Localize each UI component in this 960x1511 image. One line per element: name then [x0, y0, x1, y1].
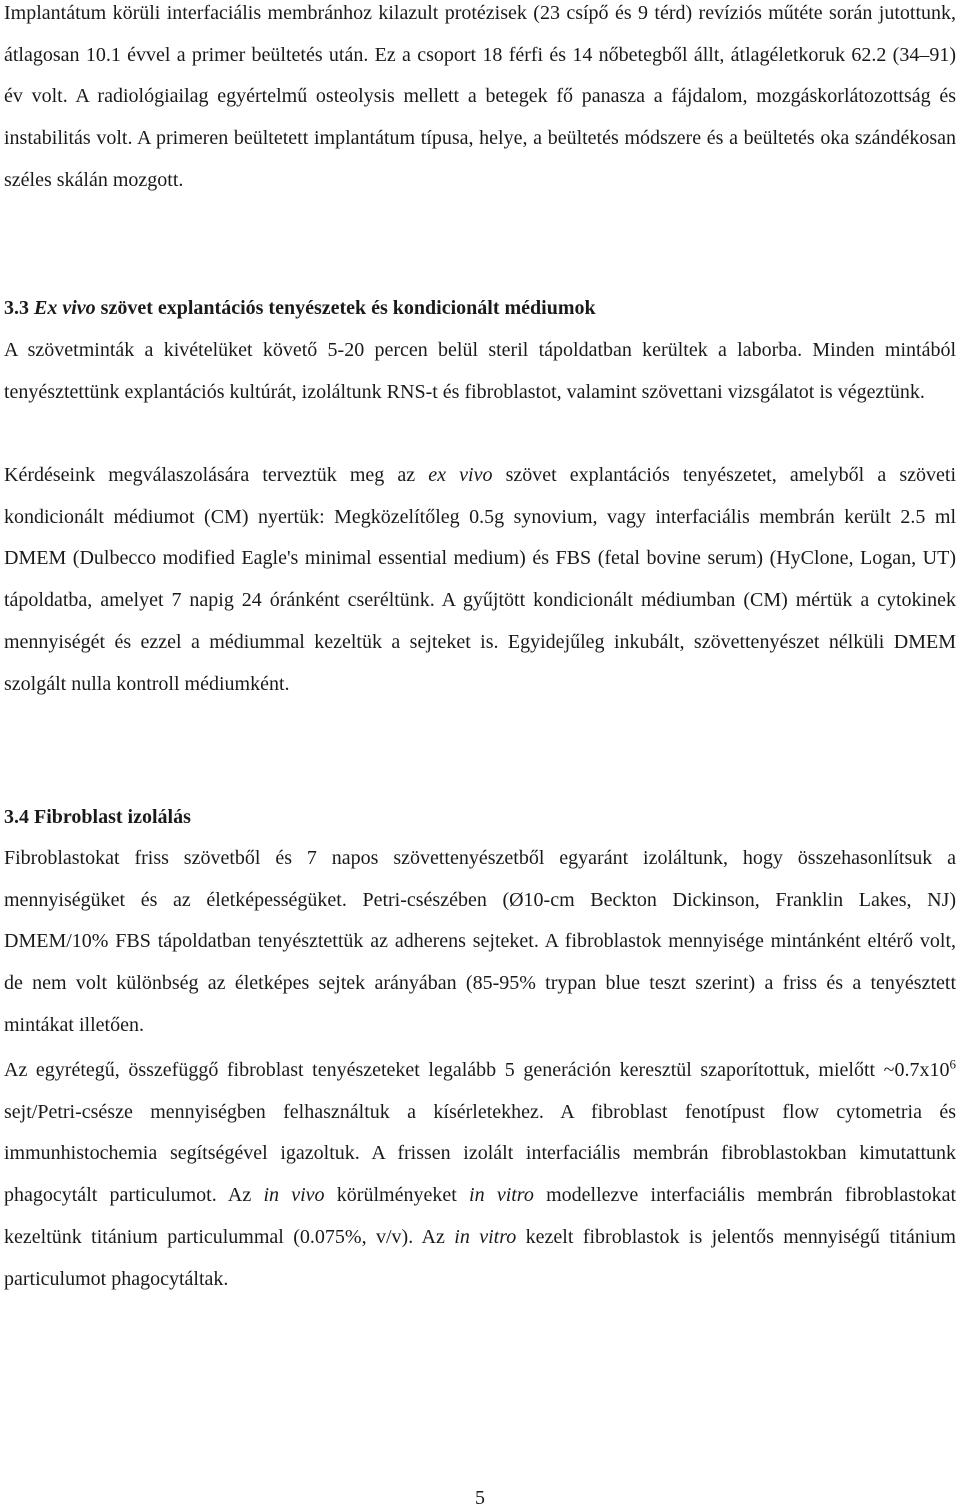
text-segment: modellezve interfaciális membrán fibroblastokat kezeltünk titánium particulummal (0.075%, v/v). Az [4, 1184, 957, 1248]
text-segment: in vitro [469, 1184, 534, 1207]
text-segment: Fibroblastokat friss szövetből és 7 napos szövettenyészetből egyaránt izoláltunk, hogy összehasonlítsuk a mennyiségüket és az életképességüket. Petri-csészében (Ø10-cm Beckton Dickinson, Franklin Lakes, NJ) DMEM/10% FBS tápoldatban tenyésztettük az adherens sejteket. A fibroblastok mennyisége mintánként eltérő volt, de nem volt különbség az életképes sejtek arányában (85-95% trypan blue teszt szerint) a friss és a tenyésztett mintákat illetően. [4, 847, 956, 1036]
text-segment: 3.3 [4, 297, 34, 319]
paragraph-tissue-samples [4, 330, 956, 413]
text-segment: 3.4 Fibroblast izolálás [4, 806, 191, 828]
text-segment: sejt/Petri-csésze mennyiségben felhasználtuk a kísérletekhez. A fibroblast fenotípust flow cytometria és immunhistochemia segítségével igazoltuk. A frissen izolált interfaciális membrán fibroblastokban kimutattunk phagocytált particulumot. Az [4, 1100, 956, 1207]
page-number: 5 [475, 1487, 485, 1509]
text-segment: Implantátum körüli interfaciális membránhoz kilazult protézisek (23 csípő és 9 térd) revíziós műtéte során jutottunk, átlagosan 10.1 évvel a primer beültetés után. Ez a csoport 18 férfi és 14 nőbetegből állt, átlagéletkoruk 62.2 (34–91) év volt. A radiológiailag egyértelmű osteolysis mellett a betegek fő panasza a fájdalom, mozgáskorlátozottság és instabilitás volt. A primeren beültetett implantátum típusa, helye, a beültetés módszere és a beültetés oka szándékosan széles skálán mozgott. [4, 2, 956, 191]
paragraph-fibroblast-isolation [4, 838, 956, 1047]
text-segment: Az egyrétegű, összefüggő fibroblast tenyészeteket legalább 5 generáción keresztül szaporítottuk, mielőtt ~0.7x10 [4, 1059, 950, 1081]
text-segment: ex vivo [428, 464, 493, 486]
section-heading-3-4 [4, 797, 956, 839]
paragraph-revision-surgery [4, 0, 956, 202]
text-segment: A szövetminták a kivételüket követő 5-20 percen belül steril tápoldatban kerültek a laborba. Minden mintából tenyésztettünk explantációs kultúrát, izoláltunk RNS-t és fibroblastot, valamint szövettani vizsgálatot is végeztünk. [4, 339, 956, 403]
paragraph-explant-culture [4, 455, 956, 705]
text-segment: 6 [949, 1056, 956, 1072]
text-segment: körülményeket [324, 1184, 470, 1207]
text-segment: Ex vivo [34, 297, 96, 319]
section-heading-3-3 [4, 288, 956, 330]
text-segment: kezelt fibroblastok is jelentős mennyiségű titánium particulumot phagocytáltak. [4, 1225, 956, 1290]
text-segment: in vitro [454, 1225, 517, 1248]
text-segment: Kérdéseink megválaszolására terveztük meg az [4, 464, 429, 486]
paragraph-fibroblast-culture [4, 1050, 956, 1300]
text-segment: in vivo [263, 1184, 325, 1207]
text-segment: szövet explantációs tenyészetet, amelyből a szöveti kondicionált médiumot (CM) nyertük: Megközelítőleg 0.5g synovium, vagy interfaciális membrán került 2.5 ml DMEM (Dulbecco modified Eagle's minimal essential medium) és FBS (fetal bovine serum) (HyClone, Logan, UT) tápoldatba, amelyet 7 napig 24 óránként cseréltünk. A gyűjtött kondicionált médiumban (CM) mértük a cytokinek mennyiségét és ezzel a médiummal kezeltük a sejteket is. Egyidejűleg inkubált, szövettenyészet nélküli DMEM szolgált nulla kontroll médiumként. [4, 464, 957, 695]
text-segment: szövet explantációs tenyészetek és kondicionált médiumok [95, 297, 596, 319]
